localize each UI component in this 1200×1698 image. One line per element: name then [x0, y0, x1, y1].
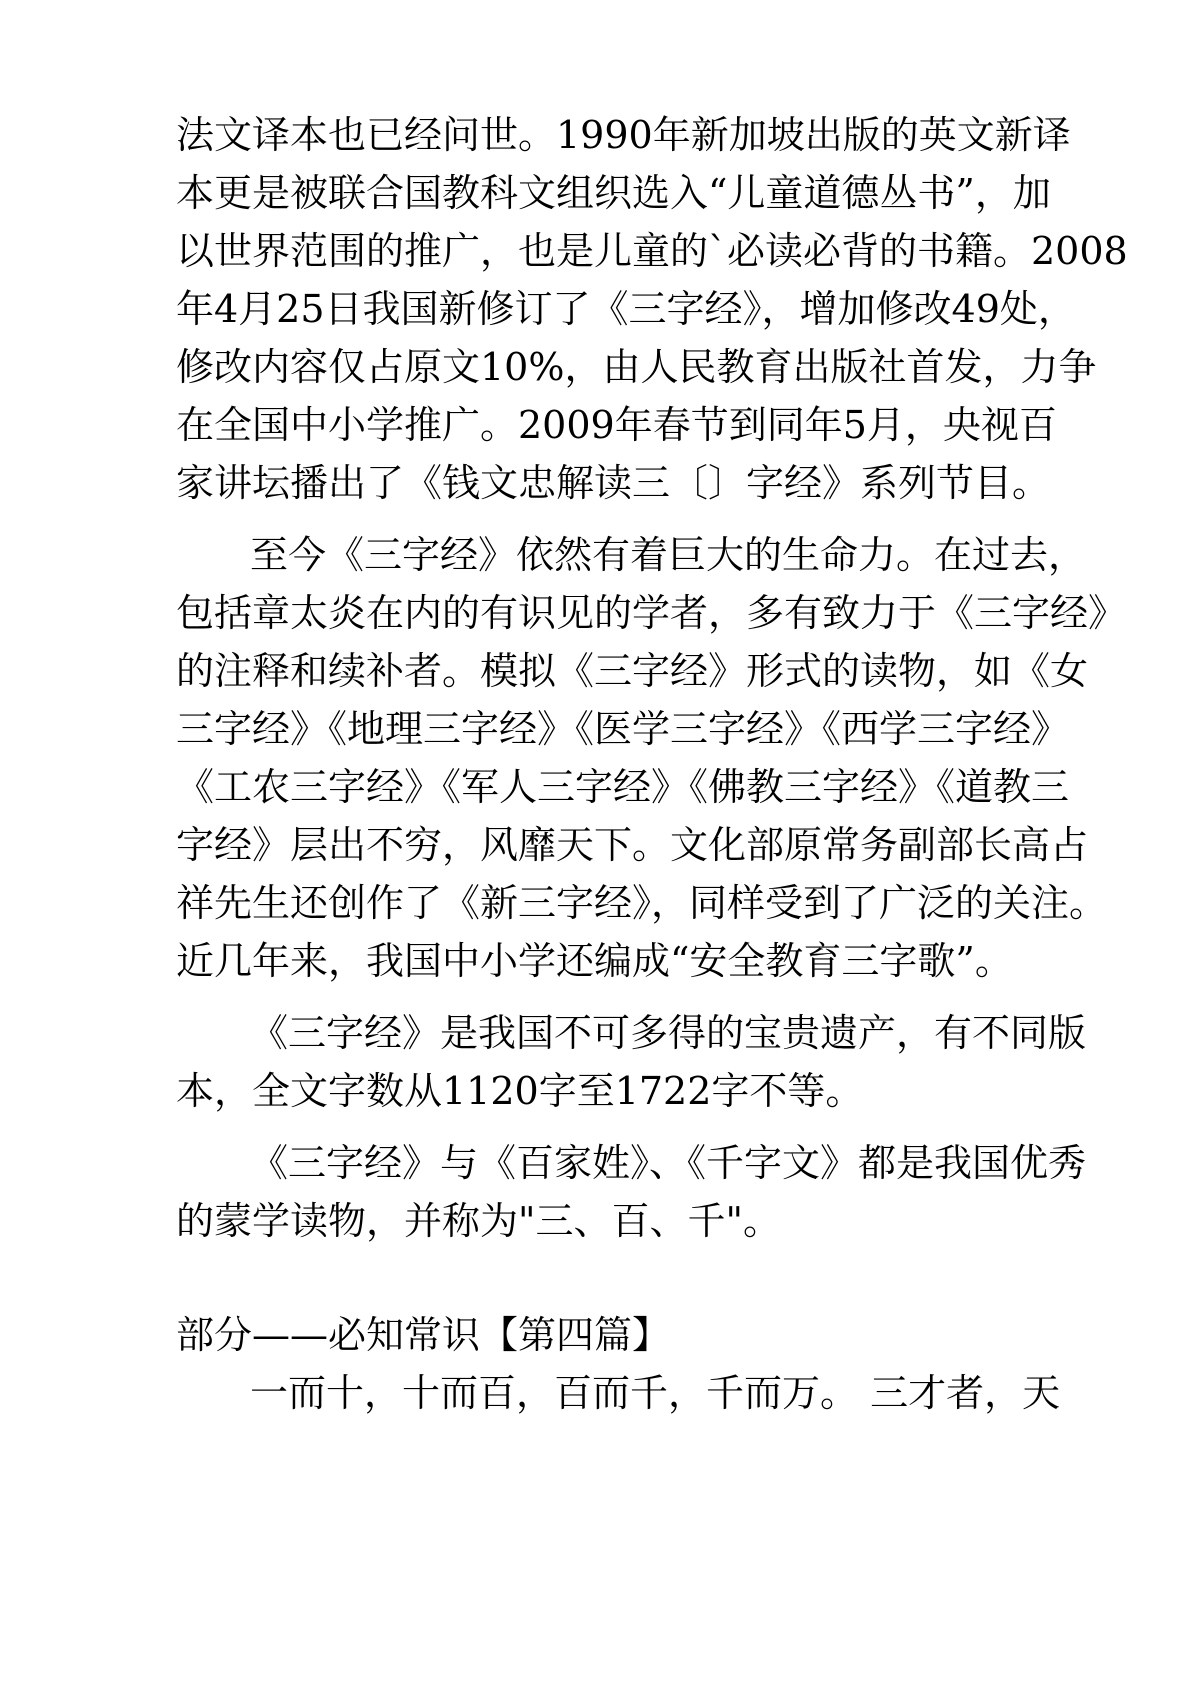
text-line: 至今《三字经》依然有着巨大的生命力。在过去，: [250, 533, 1087, 577]
text-line: 年4月25日我国新修订了《三字经》，增加修改49处，: [176, 287, 1076, 331]
text-line: 字经》层出不穷，风靡天下。文化部原常务副部长高占: [176, 823, 1089, 867]
text-line: 家讲坛播出了《钱文忠解读三〔〕字经》系列节目。: [176, 461, 1051, 505]
text-line: 以世界范围的推广，也是儿童的`必读必背的书籍。2008: [176, 229, 1128, 273]
text-line: 在全国中小学推广。2009年春节到同年5月，央视百: [176, 403, 1057, 447]
text-line: 《工农三字经》《军人三字经》《佛教三字经》《道教三: [176, 765, 1070, 809]
text-line: 一而十，十而百，百而千，千而万。 三才者，天: [250, 1371, 1061, 1415]
text-line: 包括章太炎在内的有识见的学者，多有致力于《三字经》: [176, 591, 1127, 635]
text-line: 本更是被联合国教科文组织选入“儿童道德丛书”，加: [176, 171, 1051, 215]
section-heading: 部分——必知常识【第四篇】: [176, 1313, 671, 1357]
text-line: 本，全文字数从1120字至1722字不等。: [176, 1069, 864, 1113]
text-line: 的注释和续补者。模拟《三字经》形式的读物，如《女: [176, 649, 1089, 693]
text-line: 近几年来，我国中小学还编成“安全教育三字歌”。: [176, 939, 1013, 983]
text-line: 的蒙学读物，并称为"三、百、千"。: [176, 1199, 781, 1243]
text-line: 《三字经》与《百家姓》、《千字文》都是我国优秀: [250, 1141, 1087, 1185]
text-line: 三字经》《地理三字经》《医学三字经》《西学三字经》: [176, 707, 1070, 751]
text-line: 《三字经》是我国不可多得的宝贵遗产，有不同版: [250, 1011, 1087, 1055]
text-line: 祥先生还创作了《新三字经》，同样受到了广泛的关注。: [176, 881, 1108, 925]
text-line: 修改内容仅占原文10%，由人民教育出版社首发，力争: [176, 345, 1097, 389]
text-line: 法文译本也已经问世。1990年新加坡出版的英文新译: [176, 113, 1071, 157]
